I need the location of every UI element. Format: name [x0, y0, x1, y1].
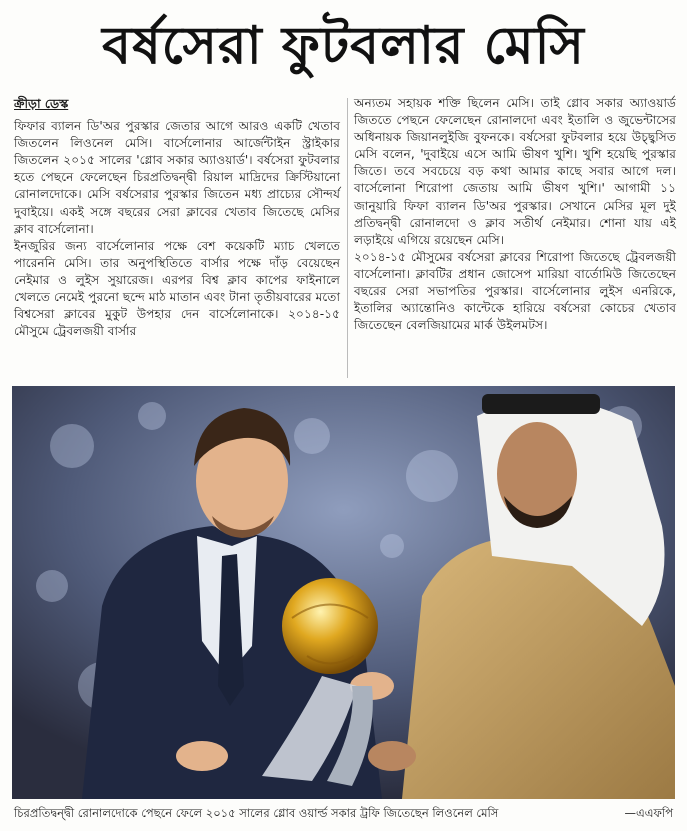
- article-column-left: [14, 95, 340, 340]
- photo-illustration: [12, 386, 675, 799]
- byline: ক্রীড়া ডেস্ক: [14, 96, 69, 111]
- paragraph: ফিফার ব্যালন ডি'অর পুরস্কার জেতার আগে আরও একটি খেতাব জিতলেন লিওনেল মেসি। বার্সেলোনার আর্জেন্টাইন স্ট্রাইকার জিতলেন ২০১৫ সালের 'গ্লোব সকার অ্যাওয়ার্ড'। বর্ষসেরা ফুটবলার হতে পেছনে ফেলেছেন চিরপ্রতিদ্বন্দ্বী রিয়াল মাদ্রিদের ক্রিস্টিয়ানো রোনালদোকে। মেসি বর্ষসেরার পুরস্কার জিতেন মধ্য প্রাচ্যের সৌন্দর্য দুবাইয়ে। একই সঙ্গে বছরের সেরা ক্লাবের খেতাব জিতেছে মেসির ক্লাব বার্সেলোনা।: [14, 119, 340, 236]
- news-photo: [12, 386, 675, 799]
- photo-caption-row: [12, 802, 675, 824]
- paragraph: ইনজুরির জন্য বার্সেলোনার পক্ষে বেশ কয়েকটি ম্যাচ খেলতে পারেননি মেসি। তার অনুপস্থিতিতে বার্সার পক্ষে দাঁড় বেয়েছেন নেইমার ও লুইস সুয়ারেজ। এরপর বিশ্ব ক্লাব কাপের ফাইনালে খেলতে নেমেই পুরনো ছন্দে মাঠ মাতান এবং টানা তৃতীয়বারের মতো বিশ্বসেরা ক্লাবের মুকুট উপহার দেন বার্সেলোনাকে। ২০১৪-১৫ মৌসুমে ট্রেবলজয়ী বার্সার: [14, 238, 340, 339]
- headline: বর্ষসেরা ফুটবলার মেসি: [102, 15, 585, 76]
- column-divider: [347, 98, 348, 378]
- article-column-right: [354, 95, 676, 334]
- paragraph: ২০১৪-১৫ মৌসুমের বর্ষসেরা ক্লাবের শিরোপা জিতেছে ট্রেবলজয়ী বার্সেলোনা। ক্লাবটির প্রধান জোসেপ মারিয়া বার্তোমিউ জিতেছেন বছরের সেরা সভাপতির পুরস্কার। বার্সেলোনার লুইস এনরিকে, ইতালির অ্যান্তোনিও কান্টেকে হারিয়ে বর্ষসেরা কোচের খেতাব জিতেছেন বেলজিয়ামের মার্ক উইলমটস।: [354, 249, 676, 333]
- paragraph: অন্যতম সহায়ক শক্তি ছিলেন মেসি। তাই গ্লোব সকার অ্যাওয়ার্ড জিততে পেছনে ফেলেছেন রোনালদো এবং ইতালি ও জুভেন্টাসের অধিনায়ক জিয়ানলুইজি বুফনকে। বর্ষসেরা ফুটবলার হয়ে উচ্ছ্বসিত মেসি বলেন, 'দুবাইয়ে এসে আমি ভীষণ খুশি। খুশি হয়েছি পুরস্কার জিতে। তবে সবচেয়ে বড় কথা আমার কাছে সবার আগে দল। বার্সেলোনা শিরোপা জেতায় আমি ভীষণ খুশি।' আগামী ১১ জানুয়ারি ফিফা ব্যালন ডি'অর পুরস্কার। সেখানে মেসির মূল দুই প্রতিদ্বন্দ্বী রোনালদো ও ক্লাব সতীর্থ নেইমার। শোনা যায় এই লড়াইয়ে এগিয়ে রয়েছেন মেসি।: [354, 96, 676, 247]
- photo-caption: চিরপ্রতিদ্বন্দ্বী রোনালদোকে পেছনে ফেলে ২০১৫ সালের গ্লোব ওয়ার্ল্ড সকার ট্রফি জিতেছেন লিওনেল মেসি: [14, 806, 499, 820]
- photo-credit: —এএফপি: [624, 806, 673, 820]
